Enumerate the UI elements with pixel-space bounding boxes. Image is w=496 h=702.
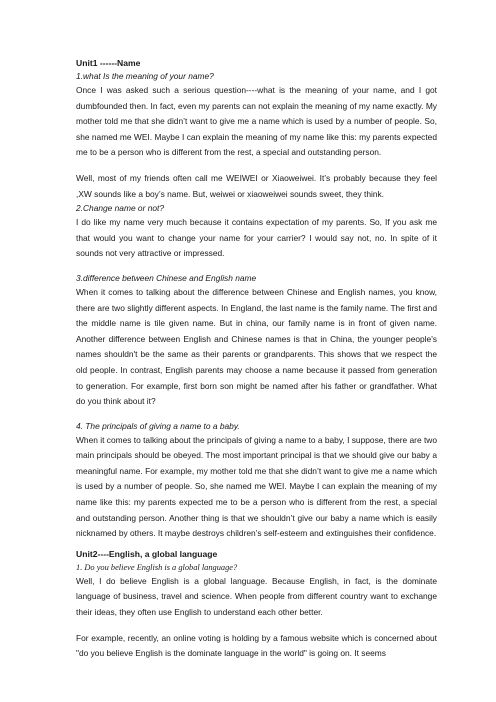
unit1-paragraph-3: I do like my name very much because it contains expectation of my parents. So, If you ask me that would you want to change your name for your carrier? I would say not, no. In spite of it sounds not very attractive or impressed. bbox=[76, 217, 437, 259]
unit1-question-1: 1.what Is the meaning of your name? bbox=[76, 71, 214, 81]
unit1-question-3: 3.difference between Chinese and English name bbox=[76, 272, 257, 283]
unit1-paragraph-5: When it comes to talking about the principals of giving a name to a baby, I suppose, there are two main principals should be obeyed. The most important principal is that we should give our baby a meaningful name. For example, my mother told me that she didn’t want to give me a name which is used by a number of people. So, she named me WEI. Maybe I can explain the meaning of my name like this: my parents expected me to be a person who is different from the rest, a special and outstanding person. Another thing is that we shouldn’t give our baby a name which is easily nicknamed by others. It maybe destroys children’s self-esteem and extinguishes their confidence. bbox=[76, 434, 437, 539]
unit1-paragraph-2: Well, most of my friends often call me WEIWEI or Xiaoweiwei. It’s probably because they feel ,XW sounds like a boy’s name. But, weiwei or xiaoweiwei sounds sweet, they think. bbox=[76, 172, 437, 199]
unit1-paragraph-4: When it comes to talking about the difference between Chinese and English names, you know, there are two slightly different aspects. In England, the last name is the family name. The first and the middle name is tile given name. But in china, our family name is in front of given name. Another difference between English and Chinese names is that in China, the younger people's names shouldn't be the same as their parents or grandparents. This shows that we respect the old people. In contrast, English parents may choose a name because it passed from generation to generation. For example, first born son might be named after his father or grandfather. What do you think about it? bbox=[76, 286, 437, 407]
paragraph-gap bbox=[76, 410, 437, 420]
unit2-paragraph-2: For example, recently, an online voting is holding by a famous website which is concerned about "do you believe English is the dominate language in the world" is going on. It seems bbox=[76, 632, 437, 659]
unit1-question-2: 2.Change name or not? bbox=[76, 203, 164, 214]
unit2-paragraph-1: Well, I do believe English is a global language. Because English, in fact, is the dominate language of business, travel and science. When people from different country want to exchange their ideas, they often use English to understand each other better. bbox=[76, 575, 437, 618]
unit2-title: Unit2----English, a global language bbox=[76, 548, 218, 559]
unit1-paragraph-1: Once I was asked such a serious question----what is the meaning of your name, and I got dumbfounded then. In fact, even my parents can not explain the meaning of my name exactly. My mother told me that she didn’t want to give me a name which is used by a number of people. So, she named me WEI. Maybe I can explain the meaning of my name like this: my parents expected me to be a person who is different from the rest, a special and outstanding person. bbox=[76, 85, 437, 158]
paragraph-gap bbox=[76, 262, 437, 272]
unit1-question-4: 4. The principals of giving a name to a baby. bbox=[76, 420, 240, 431]
unit2-question-1: 1. Do you believe English is a global language? bbox=[76, 562, 238, 572]
paragraph-gap bbox=[76, 161, 437, 171]
paragraph-gap bbox=[76, 621, 437, 631]
unit1-title: Unit1 ------Name bbox=[76, 58, 141, 68]
